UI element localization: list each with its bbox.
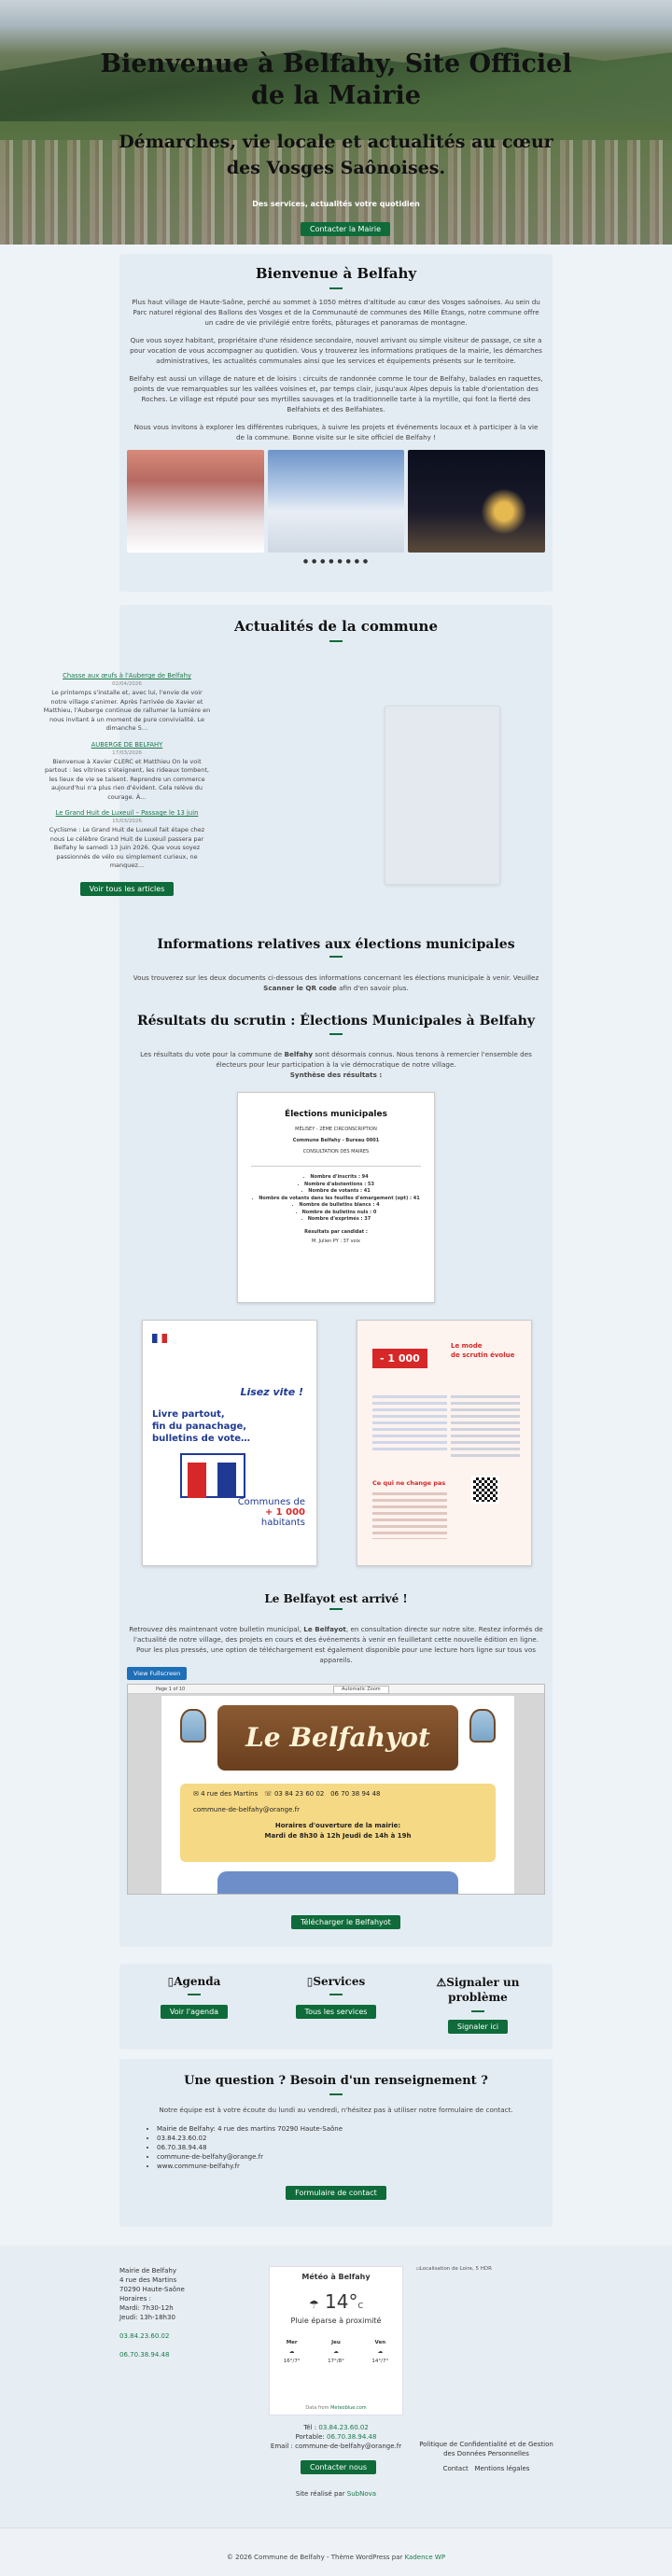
weather-widget[interactable] — [269, 2266, 403, 2415]
results-doc-line: CONSULTATION DES MAIRES — [302, 1149, 370, 1155]
calendar-icon: ▯ — [167, 1975, 175, 1988]
republique-logo — [152, 1334, 167, 1343]
news-item-date: 15/03/2026 — [112, 819, 142, 824]
results-doc-row: • Nombre de bulletins blancs : 4 — [251, 1202, 421, 1210]
coat-of-arms-right-icon — [469, 1709, 496, 1743]
welcome-title: Bienvenue à Belfahy — [255, 265, 417, 282]
poster-right-big: - 1 000 — [372, 1349, 427, 1368]
results-text: Les résultats du vote pour la commune de Belfahy sont désormais connus. Nous tenons à remercier l'ensemble des électeurs pour leur participation à la vie démocratique de notre village. Synthèse des résultats : — [140, 1050, 532, 1079]
belfahyot-banner: Le Belfahyot — [217, 1705, 458, 1771]
poster-right-subtitle: Ce qui ne change pas — [372, 1479, 446, 1487]
hero-banner — [0, 0, 672, 245]
footer-tel-link[interactable]: 03.84.23.60.02 — [318, 2424, 369, 2431]
contact-item: • 03.84.23.60.02 — [157, 2134, 525, 2143]
quick-link-services — [280, 1975, 392, 2019]
quick-link-agenda — [138, 1975, 250, 2019]
news-item — [43, 672, 211, 734]
services-icon: ▯ — [306, 1975, 314, 1988]
quick-link-title: Services — [313, 1975, 366, 1988]
election-poster-left — [142, 1320, 317, 1566]
copyright: © 2026 Commune de Belfahy - Thème WordPress par Kadence WP — [226, 2554, 446, 2561]
elections-text: Vous trouverez sur les deux documents ci-dessous des informations concernant les élections municipale à venir. Veuillez Scanner le QR code afin d'en savoir plus. — [133, 973, 539, 992]
report-button[interactable]: Signaler ici — [448, 2020, 508, 2034]
pdf-page-indicator[interactable]: Page 1 of 10 — [156, 1687, 186, 1692]
poster-text-block — [451, 1395, 520, 1461]
results-doc-line: Commune Belfahy - Bureau 0001 — [292, 1138, 380, 1143]
poster-text-block — [372, 1492, 447, 1539]
photo-gallery[interactable] — [127, 450, 545, 553]
belfayot-title: Le Belfayot est arrivé ! — [264, 1592, 408, 1605]
forecast-day: Jeu ☁ 17°/8° — [328, 2340, 344, 2364]
title-divider — [188, 1994, 201, 1995]
services-button[interactable]: Tous les services — [296, 2005, 377, 2019]
warning-icon: ⚠ — [436, 1976, 447, 1989]
results-doc-row: • Nombre de votants dans les feuilles d'émargement (opt) : 41 — [251, 1196, 421, 1203]
news-item-date: 02/04/2026 — [112, 681, 142, 687]
coat-of-arms-left-icon — [180, 1709, 206, 1743]
quick-link-title: Agenda — [174, 1975, 221, 1988]
news-item-title[interactable]: Chasse aux œufs à l'Auberge de Belfahy — [63, 672, 191, 679]
contact-link[interactable]: Contact — [442, 2465, 469, 2472]
news-list — [43, 672, 211, 896]
contact-title: Une question ? Besoin d'un renseignement ? — [184, 2074, 488, 2088]
mail-icon: ✉ — [193, 1790, 199, 1798]
news-title: Actualités de la commune — [234, 618, 438, 635]
belfayot-text: Retrouvez dès maintenant votre bulletin municipal, Le Belfayot, en consultation directe sur notre site. Restez informés de l'actualité de notre village, des projets en cours et des événements à venir en feuilletant cette nouvelle édition en ligne. Pour les plus pressés, une option de téléchargement est également disponible pour une lecture hors ligne sur tous vos appareils. — [129, 1625, 543, 1664]
footer-mobile-link[interactable]: 06.70.38.94.48 — [119, 2351, 170, 2359]
results-doc-candidate: M. Julien PY : 37 voix — [312, 1238, 360, 1244]
pdf-zoom-select[interactable]: Automatic Zoom — [333, 1686, 389, 1694]
gallery-photo-night-village[interactable] — [408, 450, 545, 553]
results-document — [237, 1092, 435, 1303]
forecast-day: Ven ☁ 14°/7° — [371, 2340, 389, 2364]
agenda-button[interactable]: Voir l'agenda — [161, 2005, 228, 2019]
title-divider — [329, 1608, 343, 1610]
results-doc-row: • Nombre d'exprimés : 37 — [251, 1216, 421, 1224]
weather-temperature: ☂ 14°C — [308, 2290, 364, 2313]
pdf-page — [161, 1696, 514, 1894]
footer-address: Mairie de Belfahy 4 rue des Martins 70290 Haute-Saône Horaires : Mardi: 7h30-12h Jeudi: 13h-18h30 03.84.23.60.02 06.70.38.94.48 — [119, 2267, 185, 2359]
results-doc-title: Élections municipales — [285, 1110, 387, 1119]
footer-contact: Tél : 03.84.23.60.02 Portable: 06.70.38.94.48 Email : commune-de-belfahy@orange.fr — [187, 2423, 485, 2451]
hero-subtitle: Démarches, vie locale et actualités au cœur des Vosges Saônoises. — [119, 132, 553, 178]
title-divider — [329, 640, 343, 642]
phone-icon: ☏ — [263, 1790, 273, 1798]
footer-email: Email : commune-de-belfahy@orange.fr — [270, 2443, 402, 2450]
quick-link-report — [422, 1975, 534, 2034]
title-divider — [329, 2093, 343, 2095]
footer-credits: Site réalisé par SubNova — [295, 2490, 377, 2498]
hero-tagline: Des services, actualités votre quotidien — [252, 200, 420, 208]
results-doc-row: • Nombre de votants : 41 — [251, 1188, 421, 1196]
contact-item: • 06.70.38.94.48 — [157, 2143, 525, 2152]
contact-item: • Mairie de Belfahy: 4 rue des martins 70290 Haute-Saône — [157, 2124, 525, 2134]
news-item-excerpt: Le printemps s'installe et, avec lui, l'envie de voir notre village s'animer. Après l'arrivée de Xavier et Matthieu, l'Auberge continue de rallumer la lumière en nous invitant à un moment de pure convivialité. Le dimanche 5… — [43, 689, 211, 732]
contact-list — [147, 2124, 525, 2171]
poster-slogan: Lisez vite ! — [240, 1386, 303, 1398]
news-item-date: 17/03/2026 — [112, 749, 142, 756]
elections-title: Informations relatives aux élections municipales — [157, 937, 515, 952]
footer-contact-button[interactable]: Contacter nous — [301, 2460, 376, 2474]
contact-intro: Notre équipe est à votre écoute du lundi au vendredi, n'hésitez pas à utiliser notre formulaire de contact. — [159, 2106, 513, 2114]
view-fullscreen-button[interactable]: View Fullscreen — [127, 1667, 187, 1680]
belfahyot-blue-shape — [217, 1871, 458, 1894]
download-belfahyot-button[interactable]: Télécharger le Belfahyot — [291, 1915, 400, 1929]
welcome-paragraph: Nous vous invitons à explorer les différentes rubriques, à suivre les projets et événements locaux et à participer à la vie de la commune. Bonne visite sur le site officiel de Belfahy ! — [133, 423, 539, 441]
contact-section — [119, 2059, 553, 2227]
results-doc-row: • Nombre d'inscrits : 94 — [251, 1174, 421, 1182]
news-item-excerpt: Bienvenue à Xavier CLERC et Matthieu On le voit partout : les vitrines s'éteignent, les rideaux tombent, les lieux de vie se taisent. Reprendre un commerce aujourd'hui n'a plus rien d'évident. Cela relève du courage. À… — [45, 757, 209, 801]
results-title: Résultats du scrutin : Élections Municipales à Belfahy — [136, 1014, 536, 1029]
legal-notice-link[interactable]: Mentions légales — [474, 2465, 530, 2472]
forecast-day: Mer ☁ 16°/7° — [283, 2340, 301, 2364]
welcome-section — [119, 254, 553, 592]
pdf-viewer[interactable] — [127, 1684, 545, 1895]
poster-headline: Livre partout, fin du panachage, bulletins de vote… — [152, 1409, 251, 1444]
title-divider — [329, 1994, 343, 1995]
news-item — [43, 741, 211, 803]
contact-form-button[interactable]: Formulaire de contact — [286, 2186, 386, 2200]
footer-phone-link[interactable]: 03.84.23.60.02 — [119, 2332, 170, 2340]
welcome-paragraph: Que vous soyez habitant, propriétaire d'une résidence secondaire, nouvel arrivant ou simple visiteur de passage, ce site a pour vocation de vous accompagner au quotidien. Vous y trouverez les informations pratiques de la mairie, les démarches administratives, les actualités communales ainsi que les services et équipements présents sur le territoire. — [130, 336, 542, 365]
kadence-link[interactable]: Kadence WP — [404, 2554, 446, 2561]
contact-item: • www.commune-belfahy.fr — [157, 2162, 525, 2171]
belfahyot-email: commune-de-belfahy@orange.fr — [193, 1806, 300, 1813]
welcome-paragraph: Plus haut village de Haute-Saône, perché au sommet à 1050 mètres d'altitude au cœur des Vosges saônoises. Au sein du Parc naturel régional des Ballons des Vosges et de la Communauté de communes des Mille Étangs, notre commune offre un cadre de vie privilégié entre forêts, pâturages et panoramas de montagne. — [132, 298, 540, 327]
ballot-box-illustration — [180, 1442, 245, 1498]
election-poster-right — [357, 1320, 532, 1566]
news-item-title[interactable]: Le Grand Huit de Luxeuil – Passage le 13 juin — [55, 809, 199, 817]
poster-right-title: Le mode de scrutin évolue — [451, 1342, 515, 1359]
results-doc-list — [251, 1174, 421, 1224]
weather-source: Data from Meteoblue.com — [305, 2405, 367, 2411]
results-doc-row: • Nombre d'abstentions : 53 — [251, 1182, 421, 1189]
title-divider — [329, 287, 343, 289]
news-featured-image-placeholder — [385, 706, 500, 885]
privacy-policy-link[interactable]: Politique de Confidentialité et de Gestion des Données Personnelles — [419, 2441, 553, 2457]
subnova-link[interactable]: SubNova — [346, 2490, 377, 2498]
gallery-photo-snow-valley[interactable] — [268, 450, 405, 553]
contact-item: • commune-de-belfahy@orange.fr — [157, 2152, 525, 2162]
weather-title: Météo à Belfahy — [301, 2273, 371, 2281]
all-articles-button[interactable]: Voir tous les articles — [80, 882, 175, 896]
quick-link-title: Signaler un problème — [446, 1976, 520, 2004]
title-divider — [329, 956, 343, 958]
results-doc-subtitle: Résultats par candidat : — [304, 1228, 368, 1235]
news-item — [43, 809, 211, 871]
results-doc-divider — [251, 1166, 421, 1167]
weather-forecast — [270, 2340, 402, 2364]
gallery-pagination-dots[interactable]: ● ● ● ● ● ● ● ● — [302, 558, 370, 565]
footer-links — [416, 2440, 556, 2473]
news-item-excerpt: Cyclisme : Le Grand Huit de Luxeuil fait étape chez nous Le célèbre Grand Huit de Luxeuil passera par Belfahy le samedi 13 juin 2026. Que vous soyez passionnés de vélo ou simplement curieux, ne manquez… — [49, 826, 205, 869]
belfahyot-hours: Mardi de 8h30 à 12h Jeudi de 14h à 19h — [264, 1832, 412, 1840]
contact-mairie-button[interactable]: Contacter la Mairie — [301, 222, 390, 236]
poster-text-block — [372, 1395, 447, 1451]
broken-image-icon: ▫ — [416, 2266, 420, 2272]
weather-condition: Pluie éparse à proximité — [290, 2317, 382, 2325]
pdf-toolbar — [128, 1685, 544, 1694]
footer-bottom-bar — [0, 2527, 672, 2576]
gallery-photo-sunset-snow[interactable] — [127, 450, 264, 553]
poster-communes: Communes de + 1 000 habitants — [237, 1497, 305, 1528]
footer-map-image[interactable]: ▫Localisation de Loire, 5 HDR — [416, 2266, 492, 2272]
title-divider — [471, 2010, 484, 2012]
results-doc-line: MÉLISEY - 2ÈME CIRCONSCRIPTION — [295, 1127, 377, 1132]
belfahyot-info-panel: ✉ 4 rue des Martins ☏ 03 84 23 60 02 06 70 38 94 48 commune-de-belfahy@orange.fr Horaires d'ouverture de la mairie: Mardi de 8h30 à 12h Jeudi de 14h à 19h — [180, 1784, 496, 1862]
footer-mob-link[interactable]: 06.70.38.94.48 — [327, 2433, 377, 2441]
qr-code[interactable] — [471, 1476, 499, 1504]
welcome-paragraph: Belfahy est aussi un village de nature et de loisirs : circuits de randonnée comme le tour de Belfahy, balades en raquettes, points de vue remarquables sur les vallées voisines et, par temps clair, jusqu'aux Alpes depuis la table d'orientation des Roches. Le village est réputé pour ses myrtilles sauvages et la traditionnelle tarte à la myrtille, qui font la fierté des Belfahiots et des Belfahiates. — [129, 374, 543, 413]
news-item-title[interactable]: AUBERGE DE BELFAHY — [91, 740, 163, 749]
results-doc-row: • Nombre de bulletins nuls : 0 — [251, 1210, 421, 1217]
cloud-rain-icon: ☂ — [308, 2298, 319, 2311]
title-divider — [329, 1033, 343, 1035]
hero-title: Bienvenue à Belfahy, Site Officiel de la Mairie — [100, 49, 572, 110]
belfahyot-hours-title: Horaires d'ouverture de la mairie: — [274, 1822, 401, 1829]
